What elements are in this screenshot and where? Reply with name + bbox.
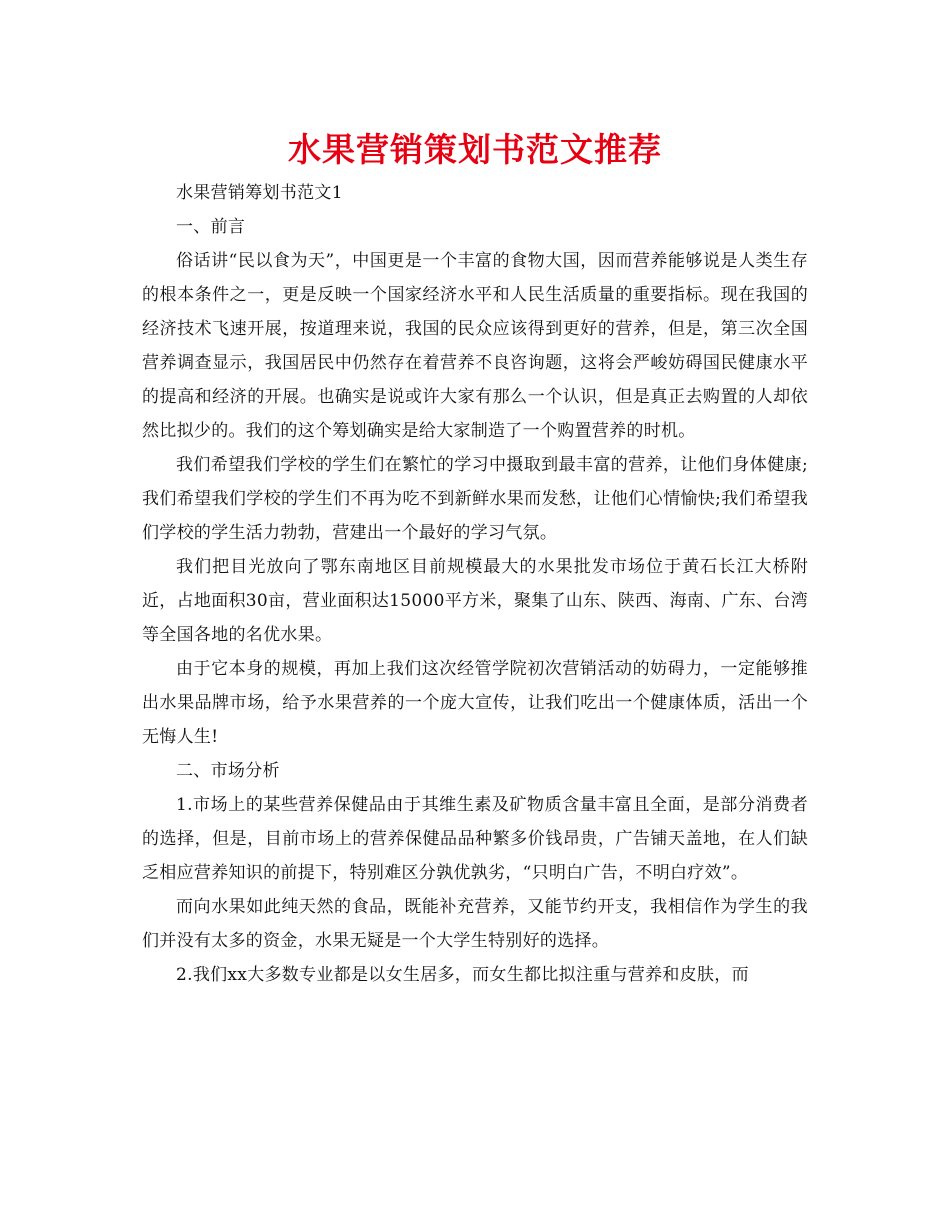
section-heading-market-analysis: 二、市场分析 — [176, 761, 280, 781]
paragraph: 俗话讲“民以食为天”，中国更是一个丰富的食物大国，因而营养能够说是人类生存的根本条件之一，更是反映一个国家经济水平和人民生活质量的重要指标。现在我国的经济技术飞速开展，按道理来说，我国的民众应该得到更好的营养，但是，第三次全国营养调查显示，我国居民中仍然存在着营养不良咨询题，这将会严峻妨碍国民健康水平的提高和经济的开展。也确实是说或许大家有那么一个认识，但是真正去购置的人却依然比拟少的。我们的这个筹划确实是给大家制造了一个购置营养的时机。 — [142, 251, 808, 441]
paragraph: 由于它本身的规模，再加上我们这次经管学院初次营销活动的妨碍力，一定能够推出水果品牌市场，给予水果营养的一个庞大宣传，让我们吃出一个健康体质，活出一个无悔人生! — [142, 659, 808, 747]
paragraph: 1.市场上的某些营养保健品由于其维生素及矿物质含量丰富且全面，是部分消费者的选择，但是，目前市场上的营养保健品品种繁多价钱昂贵，广告铺天盖地，在人们缺乏相应营养知识的前提下，特别难区分孰优孰劣，“只明白广告，不明白疗效”。 — [142, 795, 808, 883]
paragraph: 我们把目光放向了鄂东南地区目前规模最大的水果批发市场位于黄石长江大桥附近，占地面积30亩，营业面积达15000平方米，聚集了山东、陕西、海南、广东、台湾等全国各地的名优水果。 — [142, 557, 809, 645]
paragraph: 而向水果如此纯天然的食品，既能补充营养，又能节约开支，我相信作为学生的我们并没有太多的资金，水果无疑是一个大学生特别好的选择。 — [142, 897, 808, 951]
section-heading-preface: 一、前言 — [176, 217, 246, 237]
subtitle-line: 水果营销筹划书范文1 — [176, 183, 343, 203]
document-body — [142, 176, 808, 992]
document-title: 水果营销策划书范文推荐 — [288, 130, 662, 169]
paragraph: 我们希望我们学校的学生们在繁忙的学习中摄取到最丰富的营养，让他们身体健康;我们希望我们学校的学生们不再为吃不到新鲜水果而发愁，让他们心情愉快;我们希望我们学校的学生活力勃勃，营建出一个最好的学习气氛。 — [142, 455, 808, 543]
paragraph: 2.我们xx大多数专业都是以女生居多，而女生都比拟注重与营养和皮肤，而 — [176, 965, 749, 985]
